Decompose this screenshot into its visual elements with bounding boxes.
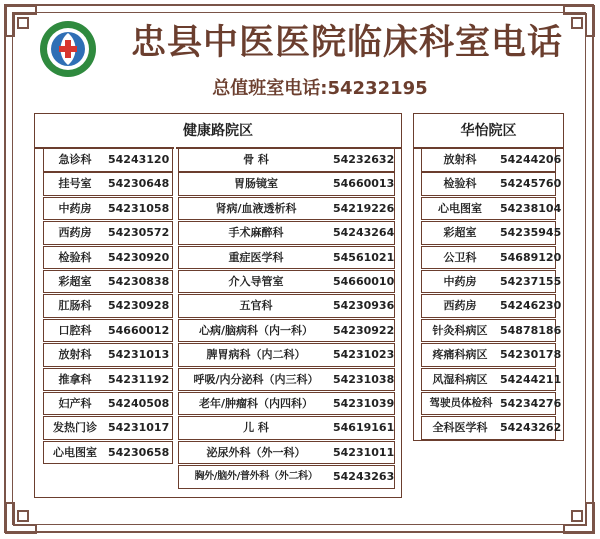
list-item [421, 416, 562, 440]
list-item [43, 270, 173, 294]
phone-number: 54232632 [333, 153, 395, 166]
corner-ornament-icon [4, 501, 38, 535]
list-item [421, 172, 562, 196]
list-item [178, 465, 395, 489]
dept-name: 中药房 [443, 274, 477, 288]
dept-name: 手术麻醉科 [228, 226, 284, 240]
phone-number: 54878186 [500, 323, 562, 337]
list-item [43, 319, 173, 343]
duty-phone-line [160, 77, 480, 101]
list-item [178, 343, 395, 367]
huayi-list [421, 148, 562, 441]
dept-name: 五官科 [239, 299, 273, 313]
jiankang-right-list [178, 148, 395, 489]
phone-number: 54243262 [500, 421, 562, 435]
dept-name: 西药房 [58, 226, 92, 240]
phone-number: 54230178 [500, 348, 562, 362]
huayi-campus-title: 华怡院区 [460, 123, 517, 139]
phone-number: 54245760 [500, 177, 562, 191]
dept-name: 检验科 [443, 177, 477, 191]
list-item [178, 197, 395, 221]
dept-name: 驾驶员体检科 [429, 396, 493, 409]
dept-name: 老年/肿瘤科（内四科） [198, 396, 314, 410]
corner-ornament-icon [562, 501, 596, 535]
dept-name: 彩超室 [443, 226, 477, 240]
list-item [43, 343, 173, 367]
list-item [43, 221, 173, 245]
list-item [43, 294, 173, 318]
phone-number: 54238104 [500, 201, 562, 215]
phone-number: 54230658 [108, 445, 170, 459]
list-item [178, 148, 395, 172]
phone-number: 54230572 [108, 226, 170, 240]
list-item [43, 246, 173, 270]
list-item [178, 221, 395, 245]
phone-number: 54244206 [500, 153, 562, 166]
list-item [421, 270, 562, 294]
dept-name: 检验科 [58, 250, 92, 264]
duty-phone: 54232195 [327, 78, 428, 99]
list-item [178, 294, 395, 318]
dept-name: 脾胃病科（内二科） [206, 348, 306, 362]
phone-number: 54231011 [333, 445, 395, 459]
dept-name: 肾病/血液透析科 [215, 201, 297, 215]
page-title: 忠县中医医院临床科室电话 [130, 23, 563, 63]
dept-name: 风湿科病区 [432, 372, 488, 386]
phone-number: 54230920 [108, 250, 170, 264]
phone-number: 54230928 [108, 299, 170, 313]
dept-name: 发热门诊 [53, 421, 97, 435]
dept-name: 推拿科 [58, 372, 92, 386]
dept-name: 放射科 [58, 348, 92, 362]
dept-name: 中药房 [58, 201, 92, 215]
phone-number: 54243120 [108, 153, 170, 166]
dept-name: 西药房 [443, 299, 477, 313]
dept-name: 重症医学科 [228, 250, 284, 264]
dept-name: 介入导管室 [228, 274, 284, 288]
dept-name: 肛肠科 [58, 299, 92, 313]
dept-name: 胃肠镜室 [234, 177, 278, 191]
dept-name: 胸外/脑外/普外科（外二科） [194, 471, 318, 483]
phone-number: 54689120 [500, 250, 562, 264]
dept-name: 全科医学科 [432, 421, 488, 435]
list-item [421, 221, 562, 245]
phone-number: 54230936 [333, 299, 395, 313]
dept-name: 急诊科 [58, 153, 92, 166]
dept-name: 心电图室 [438, 201, 482, 215]
phone-number: 54230838 [108, 274, 170, 288]
phone-number: 54619161 [333, 421, 395, 435]
list-item [43, 172, 173, 196]
phone-number: 54234276 [500, 396, 562, 410]
list-item [421, 148, 562, 172]
list-item [421, 294, 562, 318]
dept-name: 口腔科 [58, 323, 92, 337]
list-item [43, 368, 173, 392]
list-item [178, 441, 395, 465]
phone-number: 54230922 [333, 323, 395, 337]
list-item [421, 197, 562, 221]
list-item [178, 368, 395, 392]
phone-number: 54243264 [333, 226, 395, 240]
dept-name: 呼吸/内分泌科（内三科） [193, 372, 319, 386]
phone-number: 54231192 [108, 372, 170, 386]
dept-name: 泌尿外科（外一科） [206, 445, 306, 459]
dept-name: 妇产科 [58, 396, 92, 410]
dept-name: 心病/脑病科（内一科） [198, 323, 314, 337]
phone-number: 54231058 [108, 201, 170, 215]
duty-label: 总值班室电话: [212, 78, 328, 99]
list-item [43, 197, 173, 221]
phone-number: 54660013 [333, 177, 395, 191]
phone-number: 54231038 [333, 372, 395, 386]
jiankang-campus-panel [34, 113, 402, 498]
dept-name: 彩超室 [58, 274, 92, 288]
list-item [421, 246, 562, 270]
hospital-emblem-icon [38, 19, 98, 79]
phone-number: 54243263 [333, 470, 395, 484]
list-item [178, 172, 395, 196]
phone-number: 54240508 [108, 396, 170, 410]
dept-name: 儿 科 [243, 421, 269, 435]
list-item [43, 392, 173, 416]
list-item [178, 319, 395, 343]
phone-number: 54244211 [500, 372, 562, 386]
dept-name: 针灸科病区 [432, 323, 488, 337]
phone-number: 54237155 [500, 274, 562, 288]
list-item [43, 148, 173, 172]
phone-number: 54561021 [333, 250, 395, 264]
dept-name: 挂号室 [58, 177, 92, 191]
list-item [178, 392, 395, 416]
phone-number: 54231017 [108, 421, 170, 435]
list-item [421, 368, 562, 392]
dept-name: 疼痛科病区 [432, 348, 488, 362]
phone-number: 54660010 [333, 274, 395, 288]
list-item [178, 416, 395, 440]
list-item [43, 441, 173, 465]
jiankang-left-list [43, 148, 173, 465]
phone-number: 54246230 [500, 299, 562, 313]
list-item [421, 392, 562, 416]
jiankang-campus-title: 健康路院区 [183, 123, 253, 139]
corner-ornament-icon [4, 4, 38, 38]
list-item [43, 416, 173, 440]
dept-name: 公卫科 [443, 250, 477, 264]
phone-number: 54219226 [333, 201, 395, 215]
phone-number: 54660012 [108, 323, 170, 337]
list-item [421, 319, 562, 343]
dept-name: 放射科 [443, 153, 477, 166]
list-item [178, 246, 395, 270]
list-item [421, 343, 562, 367]
dept-name: 心电图室 [53, 445, 97, 459]
phone-number: 54230648 [108, 177, 170, 191]
phone-number: 54231023 [333, 348, 395, 362]
dept-name: 骨 科 [243, 153, 269, 166]
huayi-campus-panel [413, 113, 564, 441]
phone-number: 54231039 [333, 396, 395, 410]
list-item [178, 270, 395, 294]
phone-number: 54231013 [108, 348, 170, 362]
phone-number: 54235945 [500, 226, 562, 240]
